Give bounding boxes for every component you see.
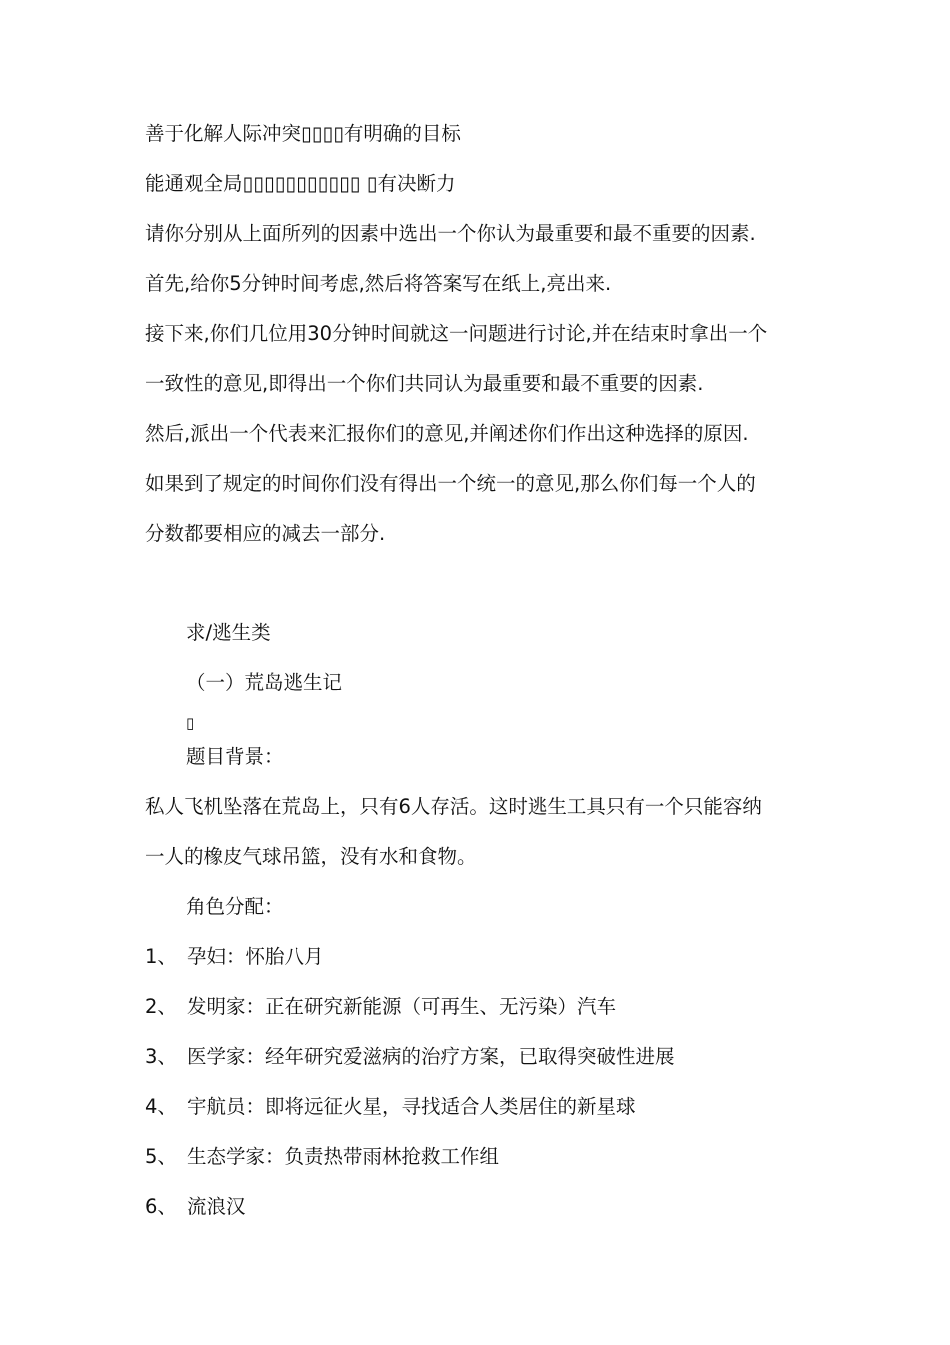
background-text-2: 一人的橡皮气球吊篮，没有水和食物。 bbox=[145, 845, 477, 868]
role-text: 孕妇：怀胎八月 bbox=[187, 945, 324, 968]
instruction-line-5: 然后,派出一个代表来汇报你们的意见,并阐述你们作出这种选择的原因. bbox=[145, 422, 749, 445]
background-label: 题目背景： bbox=[186, 745, 284, 768]
instruction-line-4: 一致性的意见,即得出一个你们共同认为最重要和最不重要的因素. bbox=[145, 372, 704, 395]
role-text: 流浪汉 bbox=[187, 1195, 246, 1218]
subsection-title: （一）荒岛逃生记 bbox=[186, 671, 343, 694]
roles-label: 角色分配： bbox=[186, 895, 284, 918]
instruction-line-1: 请你分别从上面所列的因素中选出一个你认为最重要和最不重要的因素. bbox=[145, 222, 756, 245]
criteria-line-2: 能通观全局▯▯▯▯▯▯▯▯▯▯▯ ▯有决断力 bbox=[145, 172, 456, 195]
criteria-line-1: 善于化解人际冲突▯▯▯▯有明确的目标 bbox=[145, 122, 461, 145]
role-number: 1、 bbox=[145, 945, 177, 968]
role-item-1 bbox=[145, 943, 324, 971]
role-item-4 bbox=[145, 1093, 636, 1121]
role-item-2 bbox=[145, 993, 616, 1021]
instruction-line-3: 接下来,你们几位用30分钟时间就这一问题进行讨论,并在结束时拿出一个 bbox=[145, 322, 768, 345]
role-text: 生态学家：负责热带雨林抢救工作组 bbox=[187, 1145, 500, 1168]
section-title: 求/逃生类 bbox=[186, 621, 271, 644]
role-text: 宇航员：即将远征火星，寻找适合人类居住的新星球 bbox=[187, 1095, 636, 1118]
role-number: 6、 bbox=[145, 1195, 177, 1218]
role-number: 2、 bbox=[145, 995, 177, 1018]
role-number: 5、 bbox=[145, 1145, 177, 1168]
instruction-line-2: 首先,给你5分钟时间考虑,然后将答案写在纸上,亮出来. bbox=[145, 272, 612, 295]
role-item-5 bbox=[145, 1143, 499, 1171]
role-item-3 bbox=[145, 1043, 675, 1071]
background-text-1: 私人飞机坠落在荒岛上，只有6人存活。这时逃生工具只有一个只能容纳 bbox=[145, 795, 762, 818]
role-number: 3、 bbox=[145, 1045, 177, 1068]
role-number: 4、 bbox=[145, 1095, 177, 1118]
placeholder-glyph: ▯ bbox=[186, 714, 195, 732]
instruction-line-6: 如果到了规定的时间你们没有得出一个统一的意见,那么你们每一个人的 bbox=[145, 472, 756, 495]
role-text: 医学家：经年研究爱滋病的治疗方案，已取得突破性进展 bbox=[187, 1045, 675, 1068]
role-text: 发明家：正在研究新能源（可再生、无污染）汽车 bbox=[187, 995, 617, 1018]
instruction-line-7: 分数都要相应的减去一部分. bbox=[145, 522, 386, 545]
role-item-6 bbox=[145, 1193, 246, 1221]
